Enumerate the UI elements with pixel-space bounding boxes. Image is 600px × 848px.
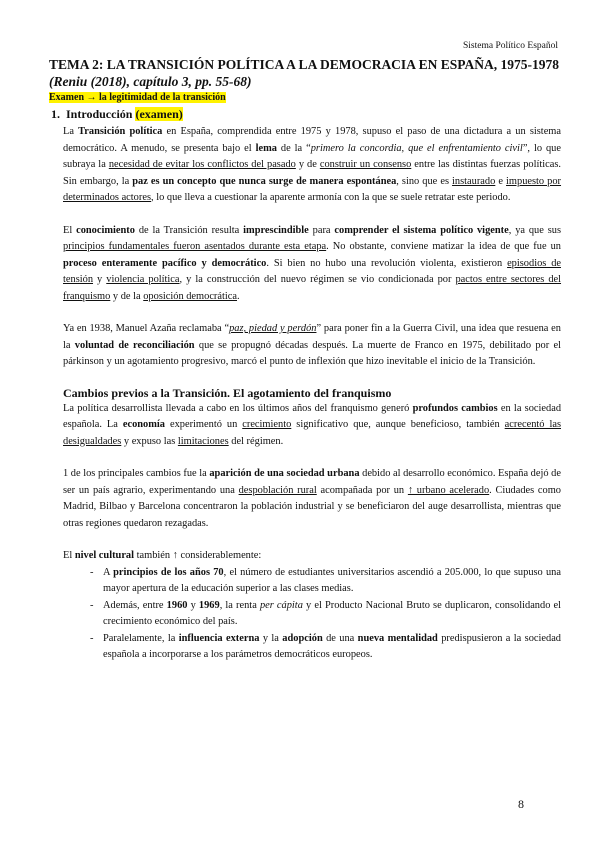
title-main: TEMA 2: LA TRANSICIÓN POLÍTICA A LA DEMOCRACIA EN ESPAÑA, 1975-1978 [49, 57, 559, 72]
list-item: - Paralelamente, la influencia externa y la adopción de una nueva mentalidad predispusieron a la sociedad española a incorporarse a los parámetros democráticos europeos. [90, 632, 562, 660]
running-header: Sistema Político Español [463, 41, 558, 51]
page-number: 8 [518, 797, 524, 811]
paragraph-intro-2: El conocimiento de la Transición resulta imprescindible para comprender el sistema político vigente, ya que sus principios fundamentales fueron asentados durante esta etapa. No obstante, conviene matizar la idea de que fue un proceso enteramente pacífico y democrático. Si bien no hubo una revolución violenta, existieron episodios de tensión y violencia política, y la construcción del nuevo régimen se vio condicionada por pactos entre sectores del franquismo y de la oposición democrática. [63, 224, 562, 302]
exam-note-text: Examen → la legitimidad de la transición [49, 92, 226, 103]
exam-note [49, 92, 561, 104]
paragraph-intro-3: Ya en 1938, Manuel Azaña reclamaba “paz, piedad y perdón” para poner fin a la Guerra Civil, una idea que resuena en la voluntad de reconciliación que se propugnó décadas después. La muerte de Franco en 1975, debilitado por el párkinson y un agotamiento progresivo, marcó el punto de inflexión que hizo inevitable el inicio de la Transición. [63, 323, 561, 367]
document-title [49, 56, 561, 90]
document-body [49, 56, 561, 664]
list-item: - Además, entre 1960 y 1969, la renta per cápita y el Producto Nacional Bruto se duplicaron, consolidando el crecimiento económico del país. [90, 599, 562, 627]
paragraph-cambios-1: La política desarrollista llevada a cabo en los últimos años del franquismo generó profundos cambios en la sociedad española. La economía experimentó un crecimiento significativo que, aunque beneficioso, también acrecentó las desigualdades y expuso las limitaciones del régimen. [63, 402, 562, 447]
section-exam-tag: (examen) [135, 107, 183, 121]
list-item: - A principios de los años 70, el número de estudiantes universitarios ascendió a 205.000, lo que supuso una mayor apertura de la educación superior a las clases medias. [90, 566, 561, 594]
section-number: 1. [51, 107, 60, 121]
paragraph-cambios-3: El nivel cultural también ↑ considerablemente: [63, 550, 262, 561]
title-reference: (Reniu (2018), capítulo 3, pp. 55-68) [49, 74, 252, 89]
section-heading-introduccion [51, 107, 561, 122]
paragraph-intro-1: La Transición política en España, comprendida entre 1975 y 1978, supuso el paso de una dictadura a un sistema democrático. A menudo, se presenta bajo el lema de la “primero la concordia, que el enfrentamiento civil”, lo que subraya la necesidad de evitar los conflictos del pasado y de construir un consenso entre las distintas fuerzas políticas. Sin embargo, la paz es un concepto que nunca surge de manera espontánea, sino que es instaurado e impuesto por determinados actores, lo que lleva a cuestionar la aparente armonía con la que se suele retratar este periodo. [63, 126, 562, 203]
bullet-list [49, 565, 561, 664]
section-heading-cambios: Cambios previos a la Transición. El agotamiento del franquismo [63, 385, 392, 400]
paragraph-cambios-2: 1 de los principales cambios fue la aparición de una sociedad urbana debido al desarrollo económico. España dejó de ser un país agrario, experimentando una despoblación rural acompañada por un ↑ urbano acelerado. Ciudades como Madrid, Bilbao y Barcelona concentraron la población industrial y se beneficiaron del auge desarrollista, mientras que otras regiones quedaron rezagadas. [63, 468, 561, 529]
section-title: Introducción [66, 107, 133, 121]
